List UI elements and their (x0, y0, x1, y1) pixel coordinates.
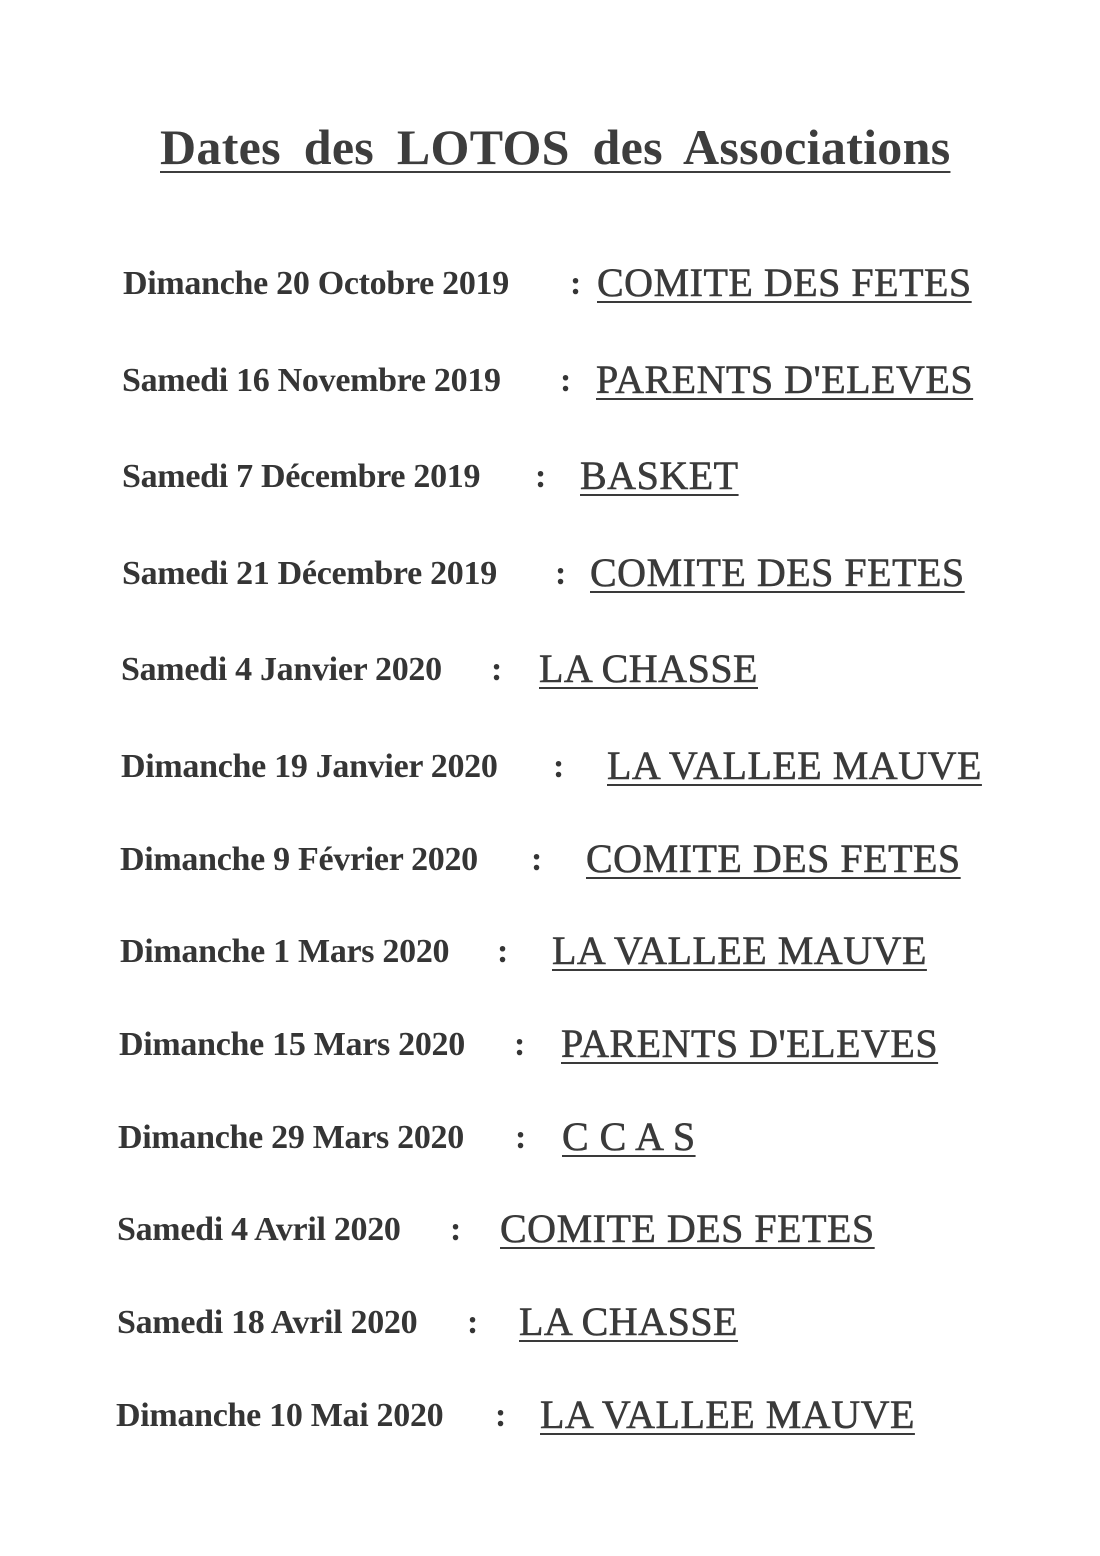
association-name: LA CHASSE (539, 646, 758, 691)
event-date: Samedi 16 Novembre 2019 (122, 362, 501, 399)
separator: : (491, 651, 503, 688)
association-name: BASKET (580, 453, 739, 498)
event-date: Dimanche 1 Mars 2020 (120, 933, 450, 970)
association-name: COMITE DES FETES (590, 550, 965, 595)
association-name: LA VALLEE MAUVE (540, 1392, 915, 1437)
association-name: LA CHASSE (519, 1299, 738, 1344)
association-name: PARENTS D'ELEVES (596, 357, 974, 402)
separator: : (570, 265, 582, 302)
event-date: Samedi 21 Décembre 2019 (122, 555, 497, 592)
separator: : (450, 1211, 462, 1248)
separator: : (535, 458, 547, 495)
separator: : (497, 933, 509, 970)
event-date: Dimanche 10 Mai 2020 (116, 1397, 444, 1434)
association-name: LA VALLEE MAUVE (552, 928, 927, 973)
event-date: Samedi 4 Janvier 2020 (121, 651, 442, 688)
page-title: Dates des LOTOS des Associations (160, 119, 951, 175)
separator: : (560, 362, 572, 399)
event-date: Samedi 18 Avril 2020 (117, 1304, 418, 1341)
separator: : (555, 555, 567, 592)
separator: : (531, 841, 543, 878)
event-date: Samedi 4 Avril 2020 (117, 1211, 401, 1248)
separator: : (553, 748, 565, 785)
separator: : (495, 1397, 507, 1434)
event-date: Dimanche 9 Février 2020 (120, 841, 478, 878)
association-name: COMITE DES FETES (500, 1206, 875, 1251)
association-name: COMITE DES FETES (586, 836, 961, 881)
separator: : (467, 1304, 479, 1341)
separator: : (515, 1119, 527, 1156)
association-name: PARENTS D'ELEVES (561, 1021, 939, 1066)
association-name: COMITE DES FETES (597, 260, 972, 305)
event-date: Dimanche 19 Janvier 2020 (121, 748, 498, 785)
event-date: Dimanche 29 Mars 2020 (118, 1119, 464, 1156)
event-date: Dimanche 20 Octobre 2019 (123, 265, 509, 302)
event-date: Samedi 7 Décembre 2019 (122, 458, 481, 495)
separator: : (514, 1026, 526, 1063)
event-date: Dimanche 15 Mars 2020 (119, 1026, 465, 1063)
association-name: C C A S (562, 1114, 696, 1159)
association-name: LA VALLEE MAUVE (607, 743, 982, 788)
